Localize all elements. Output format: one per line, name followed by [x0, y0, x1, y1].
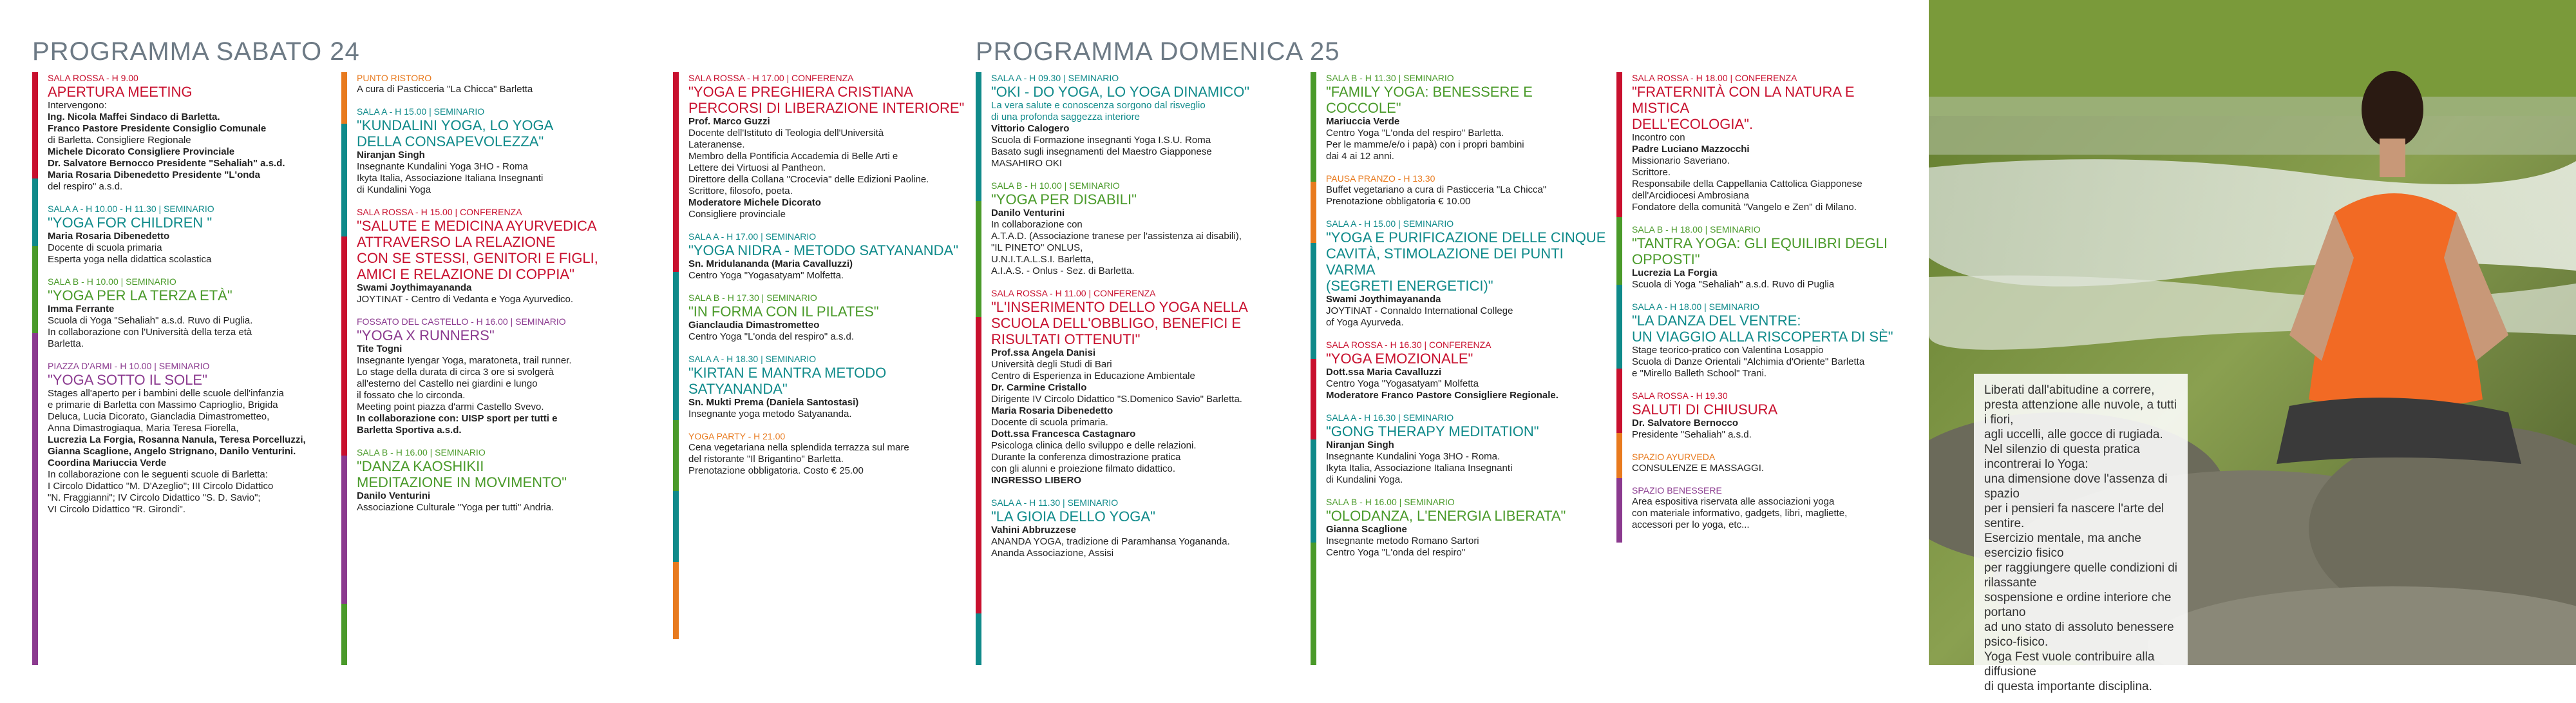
title-saturday: PROGRAMMA SABATO 24	[32, 37, 360, 66]
event-item	[1326, 72, 1609, 162]
event-item	[1632, 390, 1915, 441]
event-line: Docente dell'Istituto di Teologia dell'Università	[688, 128, 884, 139]
event-line: Maria Rosaria Dibenedetto	[48, 231, 170, 242]
event-title: "YOGA SOTTO IL SOLE"	[48, 372, 207, 388]
event-meta: SPAZIO BENESSERE	[1632, 485, 1722, 496]
event-title: (SEGRETI ENERGETICI)"	[1326, 278, 1493, 294]
event-title: "YOGA E PURIFICAZIONE DELLE CINQUE	[1326, 229, 1606, 246]
event-item	[688, 430, 965, 477]
color-bar	[341, 604, 347, 665]
event-line: Insegnante Kundalini Yoga 3HO - Roma.	[1326, 451, 1501, 462]
color-bar	[673, 491, 679, 562]
column-5	[1311, 72, 1613, 665]
event-line: Ing. Nicola Maffei Sindaco di Barletta.	[48, 111, 220, 122]
event-title: ATTRAVERSO LA RELAZIONE	[357, 234, 556, 250]
event-line: Prenotazione obbligatoria. Costo € 25.00	[688, 465, 864, 476]
event-item	[991, 72, 1294, 169]
event-line: I Circolo Didattico "M. D'Azeglio"; III Circolo Didattico	[48, 481, 274, 492]
event-line: Intervengono:	[48, 100, 107, 111]
event-line: Sn. Mridulananda (Maria Cavalluzzi)	[688, 258, 853, 269]
events-list	[991, 72, 1294, 570]
event-title: "FRATERNITÀ CON LA NATURA E MISTICA	[1632, 84, 1855, 116]
event-item	[1632, 451, 1915, 474]
color-bar	[673, 562, 679, 639]
event-item	[1326, 496, 1609, 559]
color-bar	[673, 72, 679, 272]
event-meta: SPAZIO AYURVEDA	[1632, 452, 1716, 462]
event-item	[991, 180, 1294, 277]
quote-line: per raggiungere quelle condizioni di rilassante	[1984, 561, 2177, 590]
color-bar	[32, 72, 38, 178]
event-meta: SALA A - H 15.00 | SEMINARIO	[357, 106, 485, 117]
event-line: Dott.ssa Francesca Castagnaro	[991, 429, 1136, 439]
event-line: Franco Pastore Presidente Consiglio Comunale	[48, 123, 267, 134]
event-line: Per le mamme/e/o i papà) con i propri bambini	[1326, 139, 1524, 150]
event-line: Stages all'aperto per i bambini delle scuole dell'infanzia	[48, 388, 284, 399]
event-meta: SALA B - H 16.00 | SEMINARIO	[1326, 497, 1455, 507]
event-line: Gianclaudia Dimastrometteo	[688, 320, 820, 331]
event-title: "OKI - DO YOGA, LO YOGA DINAMICO"	[991, 84, 1250, 100]
event-line: Università degli Studi di Bari	[991, 359, 1112, 370]
event-meta: SALA ROSSA - H 9.00	[48, 73, 138, 83]
event-line: Mariuccia Verde	[1326, 116, 1400, 127]
event-line: Tite Togni	[357, 343, 402, 354]
event-line: Gianna Scaglione, Angelo Strignano, Danilo Venturini.	[48, 446, 296, 457]
event-line: In collaborazione con	[991, 219, 1083, 230]
event-title: "KUNDALINI YOGA, LO YOGA	[357, 117, 554, 133]
color-bar	[1311, 359, 1316, 439]
event-line: Cena vegetariana nella splendida terrazza sul mare	[688, 442, 909, 453]
color-bar	[341, 236, 347, 456]
event-item	[688, 72, 965, 220]
event-title: "YOGA X RUNNERS"	[357, 327, 495, 343]
event-meta: SALA A - H 10.00 - H 11.30 | SEMINARIO	[48, 204, 214, 214]
event-line: il fossato che lo circonda.	[357, 390, 466, 401]
event-title: PERCORSI DI LIBERAZIONE INTERIORE"	[688, 100, 965, 116]
event-line: Dr. Salvatore Bernocco Presidente "Sehaliah" a.s.d.	[48, 158, 285, 169]
event-meta: YOGA PARTY - H 21.00	[688, 431, 786, 441]
column-2	[341, 72, 650, 665]
color-bar	[673, 420, 679, 491]
event-item	[48, 203, 331, 265]
event-item	[357, 106, 647, 196]
quote-line: una dimensione dove l'assenza di spazio	[1984, 472, 2168, 501]
event-line: Buffet vegetariano a cura di Pasticceria "La Chicca"	[1326, 184, 1547, 195]
event-item	[357, 206, 647, 305]
event-line: Prof.ssa Angela Danisi	[991, 347, 1095, 358]
event-title: "FAMILY YOGA: BENESSERE E COCCOLE"	[1326, 84, 1533, 116]
color-bar	[976, 201, 981, 317]
event-meta: SALA ROSSA - H 19.30	[1632, 390, 1728, 401]
column-4	[976, 72, 1298, 665]
event-meta: SALA ROSSA - H 16.30 | CONFERENZA	[1326, 340, 1492, 350]
quote-line: Nel silenzio di questa pratica	[1984, 443, 2140, 456]
event-line: Sn. Mukti Prema (Daniela Santostasi)	[688, 397, 859, 408]
event-line: Centro Yoga "Yogasatyam" Molfetta.	[688, 270, 844, 281]
column-6	[1616, 72, 1919, 665]
event-item	[48, 72, 331, 193]
event-line: Dr. Salvatore Bernocco	[1632, 418, 1739, 429]
event-title: "SALUTE E MEDICINA AYURVEDICA	[357, 218, 597, 234]
event-title: AMICI E RELAZIONE DI COPPIA"	[357, 266, 574, 282]
event-line: A cura di Pasticceria "La Chicca" Barletta	[357, 84, 533, 95]
event-item	[1632, 301, 1915, 380]
event-line: Centro Yoga "Yogasatyam" Molfetta	[1326, 378, 1479, 389]
event-line: Ananda Associazione, Assisi	[991, 548, 1114, 559]
event-line: Incontro con	[1632, 132, 1685, 143]
event-line: Stage teorico-pratico con Valentina Losappio	[1632, 345, 1824, 356]
event-line: all'esterno del Castello nei giardini e lungo	[357, 378, 538, 389]
event-item	[1632, 224, 1915, 291]
event-meta: SALA A - H 11.30 | SEMINARIO	[991, 497, 1119, 508]
event-title: UN VIAGGIO ALLA RISCOPERTA DI SÈ"	[1632, 329, 1893, 345]
event-line: JOYTINAT - Connaldo International College	[1326, 305, 1513, 316]
event-item	[48, 360, 331, 515]
event-item	[1632, 72, 1915, 213]
event-line: Direttore della Collana "Crocevia" delle Edizioni Paoline.	[688, 174, 929, 185]
event-line: Lucrezia La Forgia	[1632, 267, 1718, 278]
event-line: Presidente "Sehaliah" a.s.d.	[1632, 429, 1752, 440]
color-bar	[673, 272, 679, 420]
event-line: Meeting point piazza d'armi Castello Svevo.	[357, 401, 544, 412]
event-line: Gianna Scaglione	[1326, 524, 1407, 535]
event-title: "DANZA KAOSHIKII	[357, 458, 484, 474]
quote-line: per i pensieri fa nascere l'arte del sentire.	[1984, 502, 2164, 530]
event-line: Scuola di Yoga "Sehaliah" a.s.d. Ruvo di Puglia.	[48, 315, 253, 326]
event-item	[1326, 412, 1609, 486]
event-line: Centro Yoga "L'onda del respiro" Barletta.	[1326, 128, 1504, 139]
events-list	[688, 72, 965, 487]
event-title: "KIRTAN E MANTRA METODO SATYANANDA"	[688, 365, 887, 397]
event-item	[357, 447, 647, 514]
event-line: CONSULENZE E MASSAGGI.	[1632, 463, 1765, 474]
event-item	[357, 316, 647, 436]
event-line: Lo stage della durata di circa 3 ore si svolgerà	[357, 367, 554, 378]
quote-line: sospensione e ordine interiore che portano	[1984, 591, 2172, 619]
event-title: "OLODANZA, L'ENERGIA LIBERATA"	[1326, 508, 1566, 524]
event-title: "LA GIOIA DELLO YOGA"	[991, 508, 1155, 525]
color-bar	[1616, 285, 1622, 369]
event-line: Fondatore della comunità "Vangelo e Zen" di Milano.	[1632, 202, 1857, 213]
quote-box	[1974, 374, 2188, 703]
event-line: Imma Ferrante	[48, 303, 115, 314]
event-item	[991, 287, 1294, 486]
event-title: "TANTRA YOGA: GLI EQUILIBRI DEGLI OPPOSTI"	[1632, 235, 1888, 267]
event-line: Barletta Sportiva a.s.d.	[357, 425, 462, 436]
color-bar	[1311, 72, 1316, 182]
events-list	[1326, 72, 1609, 569]
event-line: Niranjan Singh	[1326, 439, 1394, 450]
event-line: INGRESSO LIBERO	[991, 475, 1082, 486]
event-meta: SALA A - H 15.00 | SEMINARIO	[1326, 218, 1454, 229]
event-meta: SALA B - H 11.30 | SEMINARIO	[1326, 73, 1454, 83]
quote-line: Yoga Fest vuole contribuire alla diffusione	[1984, 650, 2155, 679]
event-meta: SALA B - H 17.30 | SEMINARIO	[688, 293, 817, 303]
event-line: Insegnante Kundalini Yoga 3HO - Roma	[357, 161, 529, 172]
events-list	[357, 72, 647, 524]
event-title: CON SE STESSI, GENITORI E FIGLI,	[357, 250, 598, 266]
color-bar	[976, 613, 981, 665]
event-item	[1632, 485, 1915, 531]
event-line: e primarie di Barletta con Massimo Caprioglio, Brigida	[48, 400, 278, 410]
event-title: DELL'ECOLOGIA".	[1632, 116, 1754, 132]
event-line: Maria Rosaria Dibenedetto	[991, 405, 1113, 416]
event-meta: SALA B - H 16.00 | SEMINARIO	[357, 447, 486, 457]
color-bar	[976, 317, 981, 613]
event-meta: SALA ROSSA - H 18.00 | CONFERENZA	[1632, 73, 1797, 83]
event-title: MEDITAZIONE IN MOVIMENTO"	[357, 474, 567, 490]
event-meta: SALA B - H 10.00 | SEMINARIO	[991, 180, 1120, 191]
event-line: Associazione Culturale "Yoga per tutti" Andria.	[357, 502, 554, 513]
event-line: Esperta yoga nella didattica scolastica	[48, 254, 212, 265]
title-sunday: PROGRAMMA DOMENICA 25	[976, 37, 1340, 66]
quote-line: presta attenzione alle nuvole, a tutti i fiori,	[1984, 398, 2177, 427]
event-line: Maria Rosaria Dibenedetto Presidente "L'onda	[48, 169, 260, 180]
event-line: Scuola di Yoga "Sehaliah" a.s.d. Ruvo di Puglia	[1632, 279, 1835, 290]
color-bar	[341, 72, 347, 124]
event-line: Responsabile della Cappellania Cattolica Giapponese	[1632, 178, 1862, 189]
color-bar	[32, 178, 38, 246]
event-title: CAVITÀ, STIMOLAZIONE DEI PUNTI VARMA	[1326, 246, 1564, 278]
event-line: Niranjan Singh	[357, 149, 425, 160]
color-bar	[32, 246, 38, 333]
event-line: Durante la conferenza dimostrazione pratica	[991, 452, 1181, 463]
event-meta: SALA A - H 18.30 | SEMINARIO	[688, 354, 817, 364]
event-title: "GONG THERAPY MEDITATION"	[1326, 423, 1539, 439]
event-line: MASAHIRO OKI	[991, 158, 1063, 169]
event-line: Prof. Marco Guzzi	[688, 116, 770, 127]
event-line: dai 4 ai 12 anni.	[1326, 151, 1394, 162]
event-title: "YOGA FOR CHILDREN "	[48, 215, 213, 231]
event-line: di Barletta. Consigliere Regionale	[48, 135, 191, 146]
event-line: Scrittore.	[1632, 167, 1671, 178]
event-line: con gli alunni e proiezione filmato didattico.	[991, 463, 1176, 474]
event-title: "YOGA NIDRA - METODO SATYANANDA"	[688, 242, 959, 258]
event-line: Insegnante Iyengar Yoga, maratoneta, trail runner.	[357, 355, 572, 366]
event-item	[991, 497, 1294, 559]
event-line: Danilo Venturini	[991, 207, 1065, 218]
event-title: "IN FORMA CON IL PILATES"	[688, 303, 879, 320]
event-line: A.T.A.D. (Associazione tranese per l'assistenza ai disabili),	[991, 231, 1242, 242]
event-title: "YOGA PER DISABILI"	[991, 191, 1137, 207]
color-bar	[1616, 369, 1622, 433]
event-line: Padre Luciano Mazzocchi	[1632, 144, 1750, 155]
event-title: SCUOLA DELL'OBBLIGO, BENEFICI E	[991, 315, 1242, 331]
event-meta: PAUSA PRANZO - H 13.30	[1326, 173, 1435, 184]
event-line: Centro di Esperienza in Educazione Ambientale	[991, 371, 1195, 381]
event-line: "N. Fraggianni"; IV Circolo Didattico "S. D. Savio";	[48, 492, 261, 503]
event-line: "IL PINETO" ONLUS,	[991, 242, 1083, 253]
event-line: Lateranense.	[688, 139, 745, 150]
event-line: Vittorio Calogero	[991, 123, 1070, 134]
event-line: Ikyta Italia, Associazione Italiana Insegnanti	[1326, 463, 1513, 474]
events-list	[1632, 72, 1915, 541]
event-title: APERTURA MEETING	[48, 84, 193, 100]
event-title: "L'INSERIMENTO DELLO YOGA NELLA	[991, 299, 1248, 315]
color-bar	[1616, 478, 1622, 543]
event-line: con materiale informativo, gadgets, libri, magliette,	[1632, 508, 1848, 519]
color-bar	[1311, 182, 1316, 243]
event-line: Scuola di Formazione insegnanti Yoga I.S.U. Roma	[991, 135, 1211, 146]
event-line: di Kundalini Yoga.	[1326, 474, 1403, 485]
event-line: e "Mirello Balleth School" Trani.	[1632, 368, 1767, 379]
event-item	[48, 276, 331, 350]
event-item	[357, 72, 647, 95]
event-line: Deluca, Lucia Dicorato, Giancladia Dimastrometteo,	[48, 411, 270, 422]
quote-line: di questa importante disciplina.	[1984, 680, 2152, 693]
event-line: Ikyta Italia, Associazione Italiana Insegnanti	[357, 173, 544, 184]
color-bar	[1616, 72, 1622, 217]
event-line: JOYTINAT - Centro di Vedanta e Yoga Ayurvedico.	[357, 294, 574, 305]
column-3	[673, 72, 969, 665]
quote-line: Esercizio mentale, ma anche esercizio fisico	[1984, 532, 2141, 560]
event-line: del ristorante "Il Brigantino" Barletta.	[688, 454, 844, 465]
event-line: Centro Yoga "L'onda del respiro" a.s.d.	[688, 331, 855, 342]
event-line: Psicologa clinica dello sviluppo e delle relazioni.	[991, 440, 1197, 451]
event-title: RISULTATI OTTENUTI"	[991, 331, 1141, 347]
quote-line: agli uccelli, alle gocce di rugiada.	[1984, 428, 2163, 441]
event-line: Dirigente IV Circolo Didattico "S.Domenico Savio" Barletta.	[991, 394, 1242, 405]
color-bar	[1311, 439, 1316, 543]
event-title: "YOGA E PREGHIERA CRISTIANA	[688, 84, 913, 100]
event-line: of Yoga Ayurveda.	[1326, 317, 1404, 328]
event-title: "LA DANZA DEL VENTRE:	[1632, 313, 1801, 329]
color-bar	[341, 456, 347, 604]
event-line: Area espositiva riservata alle associazioni yoga	[1632, 496, 1835, 507]
quote-line: ad uno stato di assoluto benessere psico-fisico.	[1984, 621, 2174, 649]
color-bar	[1311, 243, 1316, 359]
event-line: Missionario Saveriano.	[1632, 155, 1730, 166]
event-line: Scuola di Danze Orientali "Alchimia d'Oriente" Barletta	[1632, 356, 1865, 367]
event-line: A.I.A.S. - Onlus - Sez. di Barletta.	[991, 265, 1135, 276]
column-1	[32, 72, 335, 665]
event-line: In collaborazione con: UISP sport per tutti e	[357, 413, 558, 424]
event-subtitle: di una profonda saggezza interiore	[991, 111, 1140, 122]
event-line: Insegnante yoga metodo Satyananda.	[688, 409, 852, 419]
event-line: Vahini Abbruzzese	[991, 525, 1076, 535]
event-line: VI Circolo Didattico "R. Girondi".	[48, 504, 186, 515]
events-list	[48, 72, 331, 526]
event-line: Swami Joythimayananda	[1326, 294, 1441, 305]
event-line: In collaborazione con le seguenti scuole di Barletta:	[48, 469, 268, 480]
event-line: Anna Dimastrogiaqua, Maria Teresa Fiorella,	[48, 423, 239, 434]
event-item	[1326, 173, 1609, 207]
color-bar	[341, 124, 347, 236]
event-title: DELLA CONSAPEVOLEZZA"	[357, 133, 544, 149]
event-meta: SALA B - H 10.00 | SEMINARIO	[48, 276, 176, 287]
event-line: Moderatore Franco Pastore Consigliere Regionale.	[1326, 390, 1558, 401]
event-line: Barletta.	[48, 338, 84, 349]
event-subtitle: La vera salute e conoscenza sorgono dal risveglio	[991, 100, 1206, 111]
event-meta: SALA A - H 17.00 | SEMINARIO	[688, 231, 817, 242]
event-item	[688, 292, 965, 343]
event-line: Centro Yoga "L'onda del respiro"	[1326, 547, 1466, 558]
event-line: Dr. Carmine Cristallo	[991, 382, 1087, 393]
event-line: Insegnante metodo Romano Sartori	[1326, 535, 1479, 546]
event-line: U.N.I.T.A.L.S.I. Barletta,	[991, 254, 1094, 265]
event-meta: SALA A - H 16.30 | SEMINARIO	[1326, 412, 1454, 423]
event-meta: PUNTO RISTORO	[357, 73, 432, 83]
event-title: SALUTI DI CHIUSURA	[1632, 401, 1778, 418]
event-item	[1326, 339, 1609, 401]
event-line: Michele Dicorato Consigliere Provinciale	[48, 146, 235, 157]
event-line: di Kundalini Yoga	[357, 184, 431, 195]
event-item	[1326, 218, 1609, 329]
event-line: dell'Arcidiocesi Ambrosiana	[1632, 190, 1750, 201]
event-meta: FOSSATO DEL CASTELLO - H 16.00 | SEMINARIO	[357, 316, 566, 327]
event-meta: SALA A - H 18.00 | SEMINARIO	[1632, 302, 1760, 312]
quote-line: incontrerai lo Yoga:	[1984, 457, 2088, 471]
event-line: Scrittore, filosofo, poeta.	[688, 186, 793, 197]
event-item	[688, 231, 965, 282]
event-line: Coordina Mariuccia Verde	[48, 457, 167, 468]
color-bar	[976, 72, 981, 201]
event-meta: SALA ROSSA - H 17.00 | CONFERENZA	[688, 73, 854, 83]
color-bar	[1616, 217, 1622, 285]
event-line: ANANDA YOGA, tradizione di Paramhansa Yogananda.	[991, 536, 1230, 547]
event-meta: PIAZZA D'ARMI - H 10.00 | SEMINARIO	[48, 361, 210, 371]
event-line: del respiro" a.s.d.	[48, 181, 123, 192]
event-line: accessori per lo yoga, etc...	[1632, 519, 1750, 530]
color-bar	[1311, 543, 1316, 665]
event-line: Membro della Pontificia Accademia di Belle Arti e	[688, 151, 898, 162]
event-meta: SALA B - H 18.00 | SEMINARIO	[1632, 224, 1761, 235]
event-line: Consigliere provinciale	[688, 209, 786, 220]
event-meta: SALA ROSSA - H 11.00 | CONFERENZA	[991, 288, 1156, 298]
event-line: Dott.ssa Maria Cavalluzzi	[1326, 367, 1442, 378]
event-line: Prenotazione obbligatoria € 10.00	[1326, 196, 1471, 207]
event-line: In collaborazione con l'Università della terza età	[48, 327, 252, 338]
event-line: Danilo Venturini	[357, 490, 431, 501]
event-line: Docente di scuola primaria.	[991, 417, 1108, 428]
event-line: Swami Joythimayananda	[357, 282, 472, 293]
event-line: Moderatore Michele Dicorato	[688, 197, 821, 208]
event-line: Basato sugli insegnamenti del Maestro Giapponese	[991, 146, 1212, 157]
event-meta: SALA ROSSA - H 15.00 | CONFERENZA	[357, 207, 522, 217]
event-item	[688, 353, 965, 420]
event-line: Docente di scuola primaria	[48, 242, 162, 253]
quote-line: Liberati dall'abitudine a correre,	[1984, 383, 2155, 397]
color-bar	[32, 333, 38, 665]
event-line: Lettere dei Virtuosi al Pantheon.	[688, 162, 826, 173]
event-meta: SALA A - H 09.30 | SEMINARIO	[991, 73, 1119, 83]
color-bar	[1616, 433, 1622, 478]
event-title: "YOGA EMOZIONALE"	[1326, 351, 1473, 367]
event-line: Lucrezia La Forgia, Rosanna Nanula, Teresa Porcelluzzi,	[48, 434, 306, 445]
event-title: "YOGA PER LA TERZA ETÀ"	[48, 287, 232, 303]
